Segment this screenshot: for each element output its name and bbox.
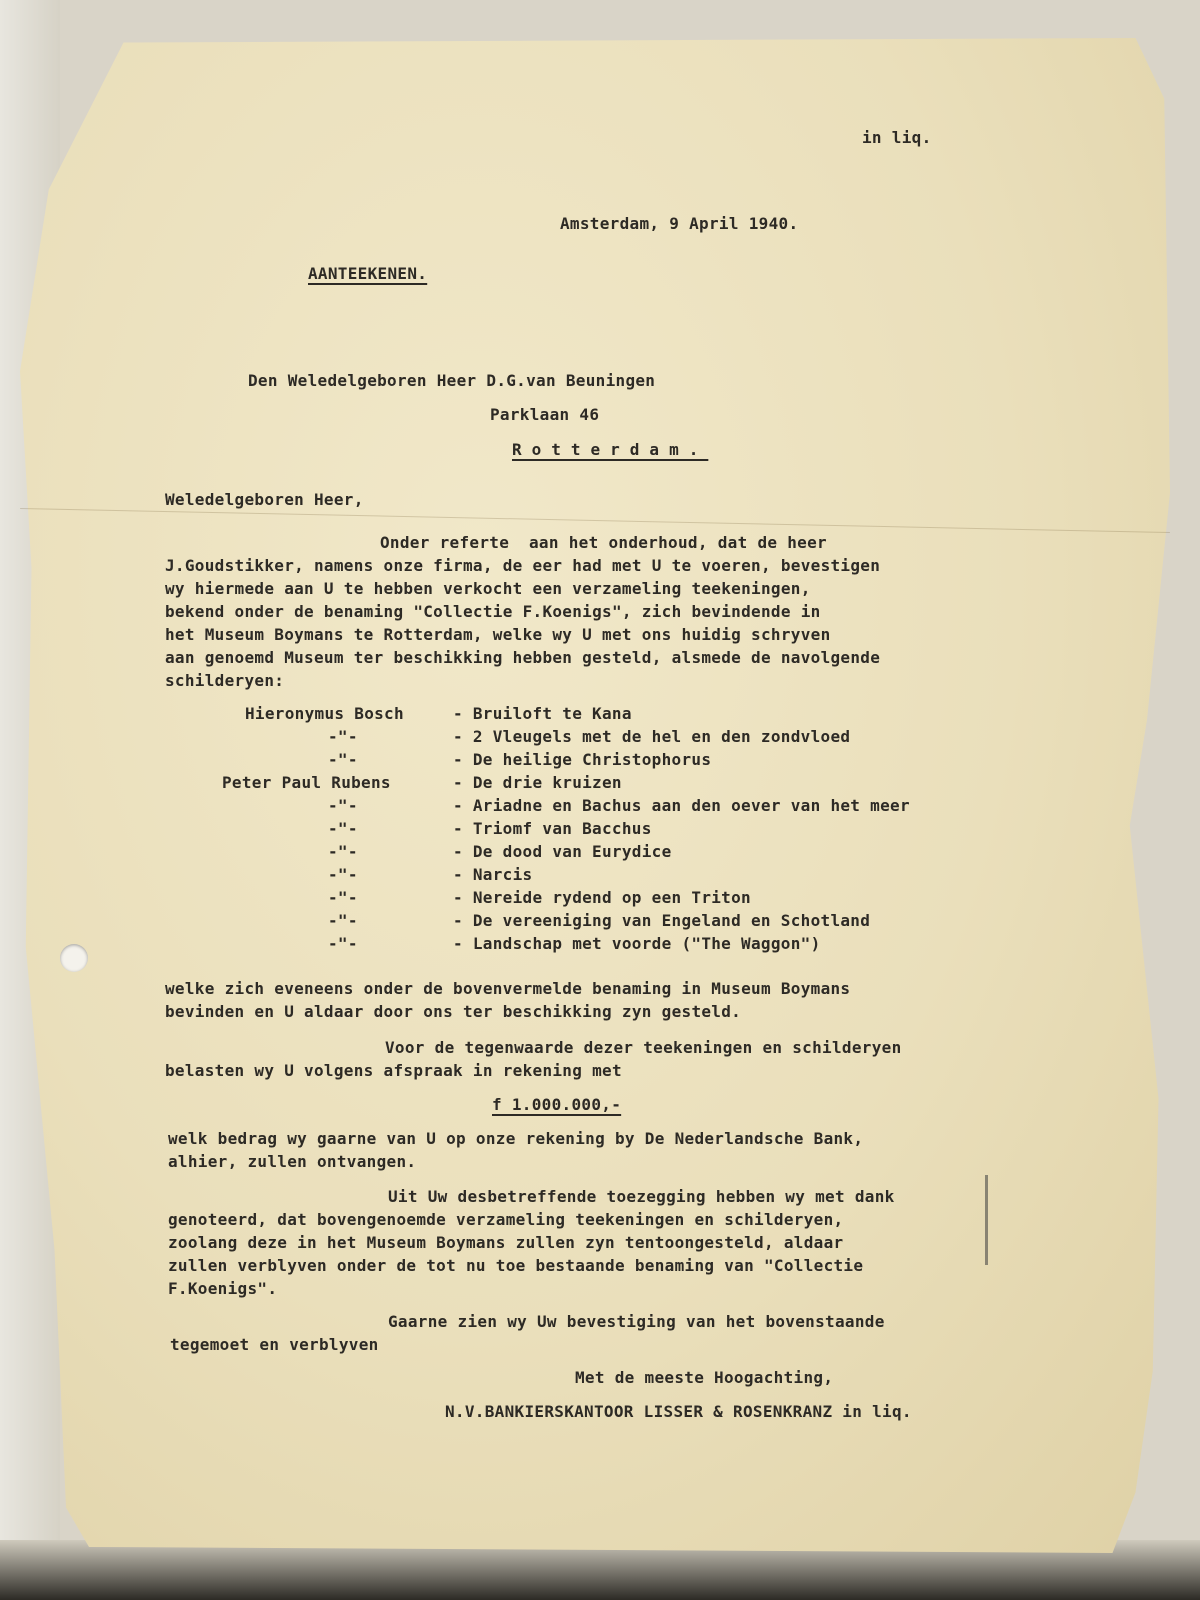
painting-title: - 2 Vleugels met de hel en den zondvloed [453, 727, 851, 746]
paragraph-line: schilderyen: [165, 671, 285, 690]
painting-artist: Peter Paul Rubens [222, 773, 391, 792]
painting-artist: -"- [328, 934, 358, 953]
painting-artist: -"- [328, 819, 358, 838]
paragraph-line: bevinden en U aldaar door ons ter beschikking zyn gesteld. [165, 1002, 742, 1021]
painting-artist: -"- [328, 842, 358, 861]
punch-hole [60, 944, 88, 972]
painting-title: - De heilige Christophorus [453, 750, 712, 769]
painting-artist: -"- [328, 750, 358, 769]
paragraph-line: Gaarne zien wy Uw bevestiging van het bovenstaande [388, 1312, 885, 1331]
paragraph-line: zoolang deze in het Museum Boymans zullen zyn tentoongesteld, aldaar [168, 1233, 844, 1252]
paragraph-line: Uit Uw desbetreffende toezegging hebben wy met dank [388, 1187, 895, 1206]
closing: Met de meeste Hoogachting, [575, 1368, 834, 1387]
liquidation-note: in liq. [862, 128, 932, 147]
paragraph-line: welke zich eveneens onder de bovenvermelde benaming in Museum Boymans [165, 979, 851, 998]
painting-title: - Ariadne en Bachus aan den oever van het meer [453, 796, 910, 815]
pencil-margin-mark [985, 1175, 988, 1265]
addressee-name: Den Weledelgeboren Heer D.G.van Beuningen [248, 371, 656, 390]
registered-mail-note: AANTEEKENEN. [308, 264, 428, 283]
paragraph-line: F.Koenigs". [168, 1279, 278, 1298]
paragraph-line: wy hiermede aan U te hebben verkocht een verzameling teekeningen, [165, 579, 811, 598]
paragraph-line: genoteerd, dat bovengenoemde verzameling teekeningen en schilderyen, [168, 1210, 844, 1229]
date-line: Amsterdam, 9 April 1940. [560, 214, 799, 233]
signature: N.V.BANKIERSKANTOOR LISSER & ROSENKRANZ in liq. [445, 1402, 912, 1421]
painting-artist: -"- [328, 911, 358, 930]
paragraph-line: zullen verblyven onder de tot nu toe bestaande benaming van "Collectie [168, 1256, 864, 1275]
salutation: Weledelgeboren Heer, [165, 490, 364, 509]
painting-title: - Narcis [453, 865, 533, 884]
painting-artist: -"- [328, 865, 358, 884]
addressee-city: Rotterdam. [512, 440, 709, 459]
paragraph-line: bekend onder de benaming "Collectie F.Koenigs", zich bevindende in [165, 602, 821, 621]
amount: f 1.000.000,- [492, 1095, 622, 1114]
paragraph-line: Voor de tegenwaarde dezer teekeningen en schilderyen [385, 1038, 902, 1057]
painting-artist: -"- [328, 796, 358, 815]
painting-artist: -"- [328, 727, 358, 746]
painting-artist: Hieronymus Bosch [245, 704, 404, 723]
painting-title: - De dood van Eurydice [453, 842, 672, 861]
painting-title: - Landschap met voorde ("The Waggon") [453, 934, 821, 953]
painting-title: - Bruiloft te Kana [453, 704, 632, 723]
painting-artist: -"- [328, 888, 358, 907]
painting-title: - Triomf van Bacchus [453, 819, 652, 838]
paragraph-line: belasten wy U volgens afspraak in rekening met [165, 1061, 622, 1080]
paragraph-line: het Museum Boymans te Rotterdam, welke wy U met ons huidig schryven [165, 625, 831, 644]
paragraph-line: alhier, zullen ontvangen. [168, 1152, 417, 1171]
painting-title: - De drie kruizen [453, 773, 622, 792]
paragraph-line: tegemoet en verblyven [170, 1335, 379, 1354]
paragraph-line: Onder referte aan het onderhoud, dat de heer [380, 533, 827, 552]
painting-title: - De vereeniging van Engeland en Schotland [453, 911, 871, 930]
painting-title: - Nereide rydend op een Triton [453, 888, 751, 907]
paragraph-line: J.Goudstikker, namens onze firma, de eer had met U te voeren, bevestigen [165, 556, 881, 575]
addressee-street: Parklaan 46 [490, 405, 600, 424]
paragraph-line: aan genoemd Museum ter beschikking hebben gesteld, alsmede de navolgende [165, 648, 881, 667]
paragraph-line: welk bedrag wy gaarne van U op onze rekening by De Nederlandsche Bank, [168, 1129, 864, 1148]
